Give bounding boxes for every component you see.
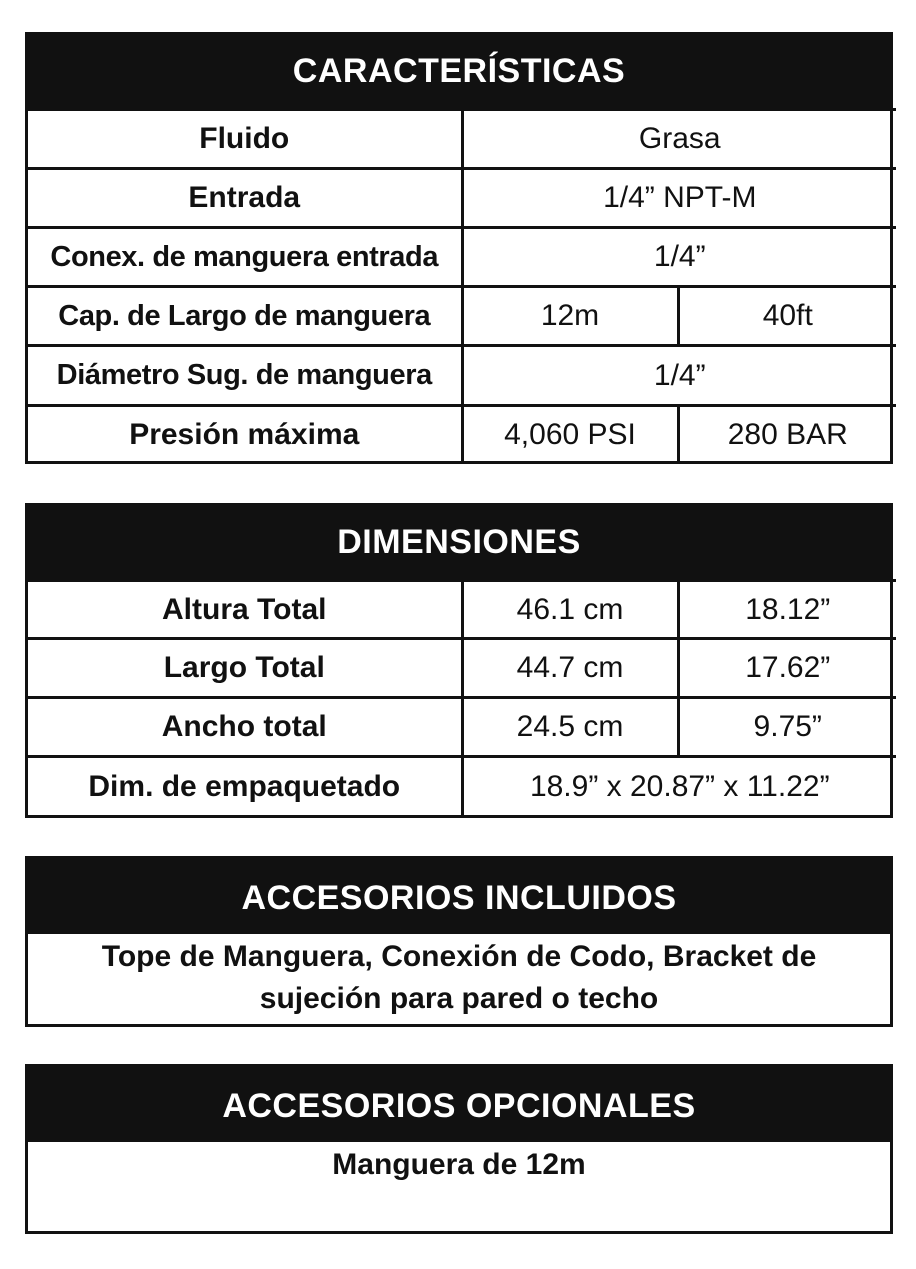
caracteristicas-table bbox=[28, 108, 896, 463]
row-value-cap-largo-imperial: 40ft bbox=[678, 287, 896, 346]
accesorios-incluidos-line-1: Tope de Manguera, Conexión de Codo, Bracket de bbox=[101, 940, 817, 973]
row-value-ancho-cm: 24.5 cm bbox=[462, 698, 678, 757]
row-label-altura: Altura Total bbox=[28, 581, 462, 639]
row-label-largo: Largo Total bbox=[28, 639, 462, 698]
table-row bbox=[28, 346, 896, 406]
row-value-largo-in: 17.62” bbox=[678, 639, 896, 698]
row-label-presion: Presión máxima bbox=[28, 406, 462, 463]
row-value-diametro: 1/4” bbox=[462, 346, 896, 406]
row-value-ancho-in: 9.75” bbox=[678, 698, 896, 757]
row-value-largo-cm: 44.7 cm bbox=[462, 639, 678, 698]
row-value-altura-in: 18.12” bbox=[678, 581, 896, 639]
row-value-conex-manguera: 1/4” bbox=[462, 228, 896, 287]
row-label-cap-largo: Cap. de Largo de manguera bbox=[28, 287, 462, 346]
row-label-ancho: Ancho total bbox=[28, 698, 462, 757]
dimensiones-section bbox=[25, 503, 893, 818]
dimensiones-table bbox=[28, 579, 896, 817]
accesorios-opcionales-section bbox=[25, 1064, 893, 1234]
row-value-entrada: 1/4” NPT-M bbox=[462, 169, 896, 228]
accesorios-incluidos-title: ACCESORIOS INCLUIDOS bbox=[28, 859, 890, 934]
table-row bbox=[28, 110, 896, 169]
accesorios-incluidos-text bbox=[28, 934, 890, 1020]
caracteristicas-title: CARACTERÍSTICAS bbox=[28, 35, 890, 108]
table-row bbox=[28, 581, 896, 639]
accesorios-opcionales-text: Manguera de 12m bbox=[332, 1148, 586, 1181]
accesorios-opcionales-title: ACCESORIOS OPCIONALES bbox=[28, 1067, 890, 1142]
row-value-cap-largo-metric: 12m bbox=[462, 287, 678, 346]
row-value-empaquetado: 18.9” x 20.87” x 11.22” bbox=[462, 757, 896, 817]
row-value-altura-cm: 46.1 cm bbox=[462, 581, 678, 639]
row-label-fluido: Fluido bbox=[28, 110, 462, 169]
accesorios-incluidos-line-2: sujeción para pared o techo bbox=[259, 982, 659, 1015]
table-row bbox=[28, 406, 896, 463]
row-label-entrada: Entrada bbox=[28, 169, 462, 228]
table-row bbox=[28, 639, 896, 698]
row-label-empaquetado: Dim. de empaquetado bbox=[28, 757, 462, 817]
row-label-diametro: Diámetro Sug. de manguera bbox=[28, 346, 462, 406]
row-value-fluido: Grasa bbox=[462, 110, 896, 169]
row-label-conex-manguera: Conex. de manguera entrada bbox=[28, 228, 462, 287]
caracteristicas-section bbox=[25, 32, 893, 464]
row-value-presion-bar: 280 BAR bbox=[678, 406, 896, 463]
table-row bbox=[28, 169, 896, 228]
dimensiones-title: DIMENSIONES bbox=[28, 506, 890, 579]
accesorios-incluidos-section bbox=[25, 856, 893, 1027]
table-row bbox=[28, 287, 896, 346]
table-row bbox=[28, 228, 896, 287]
row-value-presion-psi: 4,060 PSI bbox=[462, 406, 678, 463]
table-row bbox=[28, 698, 896, 757]
table-row bbox=[28, 757, 896, 817]
